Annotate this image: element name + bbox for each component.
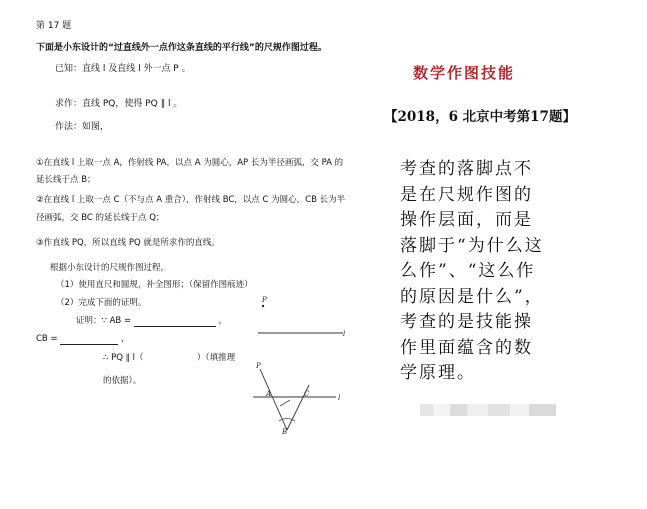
source-meta: 【2018，6 北京中考第17题】 xyxy=(384,109,576,125)
proof-line-4: 的依据）。 xyxy=(103,376,142,386)
label-b: B xyxy=(282,428,288,436)
arc-q xyxy=(280,400,290,406)
prompt-line: 根据小东设计的尺规作图过程， xyxy=(50,263,170,273)
proof-line-2-end: ， xyxy=(121,334,130,344)
section-title: 数学作图技能 xyxy=(413,64,516,82)
label-l: l xyxy=(338,394,341,402)
commentary-text: 考查的落脚点不是在尺规作图的操作层面，而是落脚于“为什么这么作”、“这么作的原因是什么”，考查的是技能操作里面蕴含的数学原理。 xyxy=(400,159,544,383)
step-2-line-2: 径画弧，交 BC 的延长线于点 Q； xyxy=(36,213,165,223)
find-line: 求作：直线 PQ，使得 PQ ∥ l 。 xyxy=(55,99,183,109)
proof-line-3-text: ∴ PQ ∥ l（ xyxy=(103,353,144,363)
proof-line-1-text: 证明：∵ AB = xyxy=(76,316,132,326)
method-line: 作法：如图， xyxy=(55,122,110,132)
blurred-watermark xyxy=(420,404,556,416)
step-3-line: ③作直线 PQ，所以直线 PQ 就是所求作的直线。 xyxy=(36,238,220,248)
proof-line-2-text: CB = xyxy=(36,334,58,344)
problem-number: 第 17 题 xyxy=(36,21,72,31)
label-p-top: P xyxy=(262,296,267,304)
step-2-line-1: ②在直线 l 上取一点 C（不与点 A 重合），作射线 BC，以点 C 为圆心，CB 长为半 xyxy=(36,195,346,205)
step-1-line-1: ①在直线 l 上取一点 A，作射线 PA，以点 A 为圆心，AP 长为半径画弧，交 PA 的 xyxy=(36,158,344,168)
ray-pa xyxy=(260,369,287,430)
label-c: C xyxy=(304,390,310,398)
proof-line-3-end: ）（填推理 xyxy=(196,353,236,363)
label-l-top: l xyxy=(343,330,346,338)
given-line: 已知：直线 l 及直线 l 外一点 P 。 xyxy=(55,64,191,74)
proof-line-1-end: ， xyxy=(218,316,228,326)
question-2: （2）完成下面的证明。 xyxy=(56,298,147,308)
question-1: （1）使用直尺和圆规，补全图形；（保留作图痕迹） xyxy=(56,280,253,290)
problem-intro: 下面是小东设计的“过直线外一点作这条直线的平行线”的尺规作图过程。 xyxy=(36,43,327,53)
step-1-line-2: 延长线于点 B； xyxy=(36,175,96,185)
label-p: P xyxy=(256,362,261,370)
top-point-p xyxy=(262,305,264,307)
label-a: A xyxy=(266,390,272,398)
